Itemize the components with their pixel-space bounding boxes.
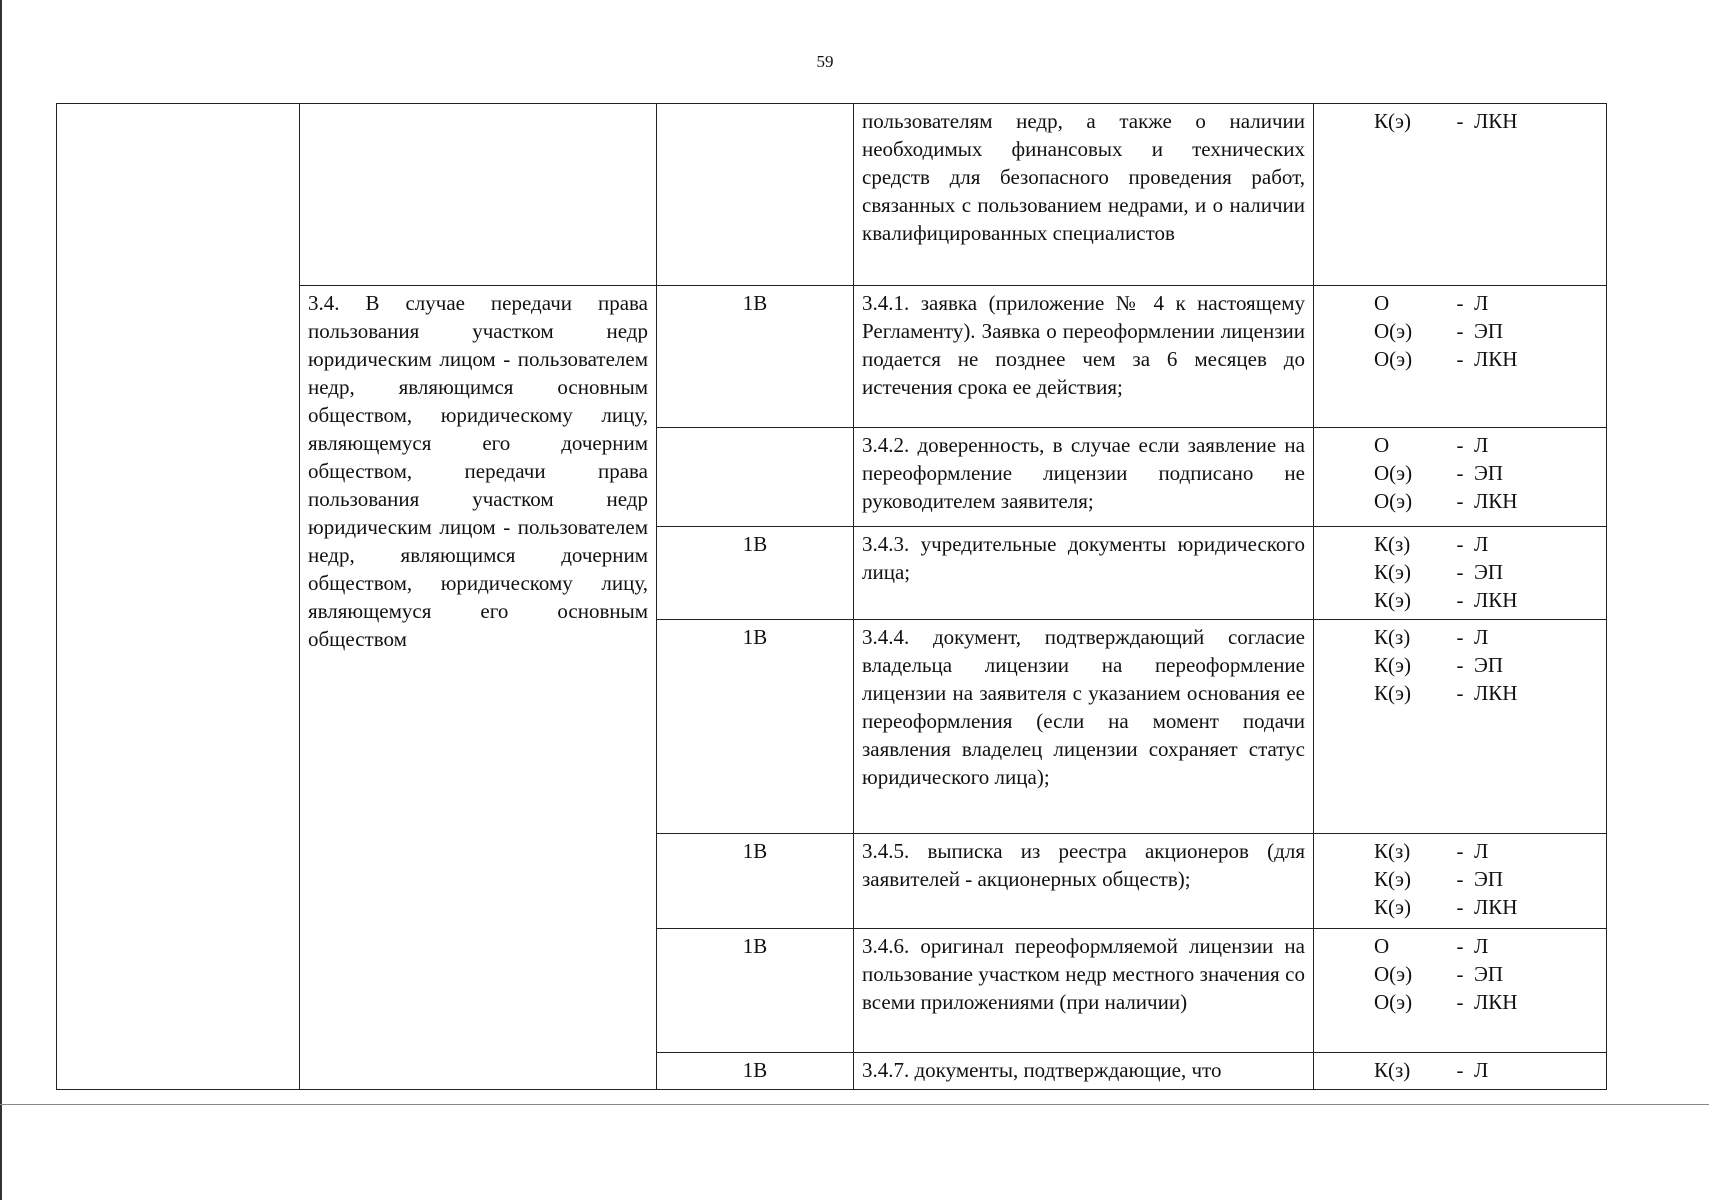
requirement-line	[1322, 960, 1598, 988]
requirement-dash: -	[1456, 560, 1464, 585]
code-cell: 1В	[657, 285, 854, 427]
requirement-form: О	[1374, 933, 1390, 958]
requirement-line	[1322, 932, 1598, 960]
requirement-line	[1322, 317, 1598, 345]
document-cell: 3.4.5. выписка из реестра акционеров (для заявителей - акционерных обществ);	[854, 833, 1314, 928]
requirement-dash: -	[1456, 989, 1464, 1014]
requirement-dash: -	[1456, 461, 1464, 486]
requirement-method: Л	[1474, 838, 1489, 863]
requirement-method: ЭП	[1474, 461, 1504, 486]
requirement-dash: -	[1456, 290, 1464, 315]
requirement-method: ЭП	[1474, 653, 1504, 678]
requirement-dash: -	[1456, 1057, 1464, 1082]
requirement-form: О(э)	[1374, 961, 1413, 986]
requirement-line	[1322, 289, 1598, 317]
requirement-dash: -	[1456, 109, 1464, 133]
requirement-form: К(з)	[1374, 625, 1411, 650]
scan-bottom-rule	[0, 1104, 1709, 1105]
requirement-method: ЛКН	[1474, 989, 1518, 1014]
empty-cell-col1	[57, 104, 300, 1090]
code-cell: 1В	[657, 527, 854, 620]
requirement-form: О(э)	[1374, 989, 1413, 1014]
requirement-cell	[1314, 104, 1607, 286]
requirement-dash: -	[1456, 681, 1464, 706]
requirement-method: Л	[1474, 1057, 1489, 1082]
case-description-cell: 3.4. В случае передачи права пользования участком недр юридическим лицом - пользователем недр, являющимся основным обществом, юридическому лицу, являющемуся его дочерним обществом, передачи права пользования участком недр юридическим лицом - пользователем недр, являющимся дочерним обществом, юридическому лицу, являющемуся его основным обществом	[300, 285, 657, 1089]
requirement-form: К(э)	[1374, 653, 1412, 678]
document-cell: 3.4.2. доверенность, в случае если заявление на переоформление лицензии подписано не руководителем заявителя;	[854, 428, 1314, 527]
table-row	[57, 104, 1607, 286]
document-cell: 3.4.4. документ, подтверждающий согласие владельца лицензии на переоформление лицензии на заявителя с указанием основания ее переоформления (если на момент подачи заявления владелец лицензии сохраняет статус юридического лица);	[854, 620, 1314, 834]
requirement-cell	[1314, 928, 1607, 1052]
requirement-method: ЛКН	[1474, 681, 1518, 706]
requirement-line	[1322, 1056, 1598, 1084]
code-cell: 1В	[657, 620, 854, 834]
requirement-form: К(э)	[1374, 681, 1412, 706]
requirement-form: К(з)	[1374, 1057, 1411, 1082]
requirement-dash: -	[1456, 346, 1464, 371]
requirement-form: О	[1374, 433, 1390, 458]
requirement-dash: -	[1456, 318, 1464, 343]
requirement-method: ЛКН	[1474, 894, 1518, 919]
requirement-cell	[1314, 1052, 1607, 1089]
requirement-line	[1322, 679, 1598, 707]
requirement-form: К(э)	[1374, 560, 1412, 585]
requirement-dash: -	[1456, 653, 1464, 678]
document-cell: 3.4.3. учредительные документы юридического лица;	[854, 527, 1314, 620]
requirement-line	[1322, 345, 1598, 373]
requirement-form: О	[1374, 290, 1390, 315]
requirement-line	[1322, 988, 1598, 1016]
requirement-form: К(э)	[1374, 894, 1412, 919]
requirement-method: ЭП	[1474, 318, 1504, 343]
requirement-dash: -	[1456, 866, 1464, 891]
requirement-dash: -	[1456, 532, 1464, 557]
requirement-cell	[1314, 527, 1607, 620]
requirement-line	[1322, 651, 1598, 679]
document-cell: пользователям недр, а также о наличии необходимых финансовых и технических средств для безопасного проведения работ, связанных с пользованием недрами, и о наличии квалифицированных специалистов	[854, 104, 1314, 286]
requirement-dash: -	[1456, 625, 1464, 650]
code-cell: 1В	[657, 833, 854, 928]
code-cell: 1В	[657, 928, 854, 1052]
requirements-table	[56, 103, 1607, 1090]
requirement-cell	[1314, 285, 1607, 427]
requirement-form: К(э)	[1374, 109, 1412, 133]
requirement-form: О(э)	[1374, 489, 1413, 514]
requirement-method: Л	[1474, 433, 1489, 458]
requirement-line	[1322, 623, 1598, 651]
requirement-form: К(э)	[1374, 588, 1412, 613]
requirement-method: ЛКН	[1474, 109, 1518, 133]
page-number: 59	[816, 52, 834, 71]
requirement-form: К(э)	[1374, 866, 1412, 891]
requirement-form: О(э)	[1374, 318, 1413, 343]
requirement-dash: -	[1456, 894, 1464, 919]
document-cell: 3.4.7. документы, подтверждающие, что	[854, 1052, 1314, 1089]
requirement-form: О(э)	[1374, 461, 1413, 486]
empty-cell-col2	[300, 104, 657, 286]
requirement-line	[1322, 431, 1598, 459]
requirement-line	[1322, 837, 1598, 865]
requirement-form: К(з)	[1374, 532, 1411, 557]
requirement-dash: -	[1456, 933, 1464, 958]
requirement-dash: -	[1456, 961, 1464, 986]
requirement-cell	[1314, 620, 1607, 834]
requirement-line	[1322, 487, 1598, 515]
requirement-method: Л	[1474, 933, 1489, 958]
requirement-cell	[1314, 428, 1607, 527]
requirement-cell	[1314, 833, 1607, 928]
requirement-line	[1322, 459, 1598, 487]
requirement-method: ЛКН	[1474, 588, 1518, 613]
requirement-method: ЭП	[1474, 866, 1504, 891]
requirement-line	[1322, 865, 1598, 893]
requirement-dash: -	[1456, 433, 1464, 458]
requirement-method: Л	[1474, 532, 1489, 557]
requirement-line	[1322, 558, 1598, 586]
code-cell	[657, 428, 854, 527]
requirement-form: К(з)	[1374, 838, 1411, 863]
requirement-line	[1322, 530, 1598, 558]
requirement-method: ЭП	[1474, 560, 1504, 585]
empty-cell-code	[657, 104, 854, 286]
requirement-method: ЭП	[1474, 961, 1504, 986]
requirement-form: О(э)	[1374, 346, 1413, 371]
requirement-method: Л	[1474, 290, 1489, 315]
requirement-line	[1322, 107, 1598, 135]
document-cell: 3.4.6. оригинал переоформляемой лицензии на пользование участком недр местного значения со всеми приложениями (при наличии)	[854, 928, 1314, 1052]
requirement-dash: -	[1456, 588, 1464, 613]
scan-left-edge	[0, 0, 2, 1200]
code-cell: 1В	[657, 1052, 854, 1089]
requirement-method: Л	[1474, 625, 1489, 650]
document-cell: 3.4.1. заявка (приложение № 4 к настоящему Регламенту). Заявка о переоформлении лицензии подается не позднее чем за 6 месяцев до истечения срока ее действия;	[854, 285, 1314, 427]
requirement-method: ЛКН	[1474, 489, 1518, 514]
requirement-line	[1322, 893, 1598, 921]
requirement-line	[1322, 586, 1598, 614]
requirement-dash: -	[1456, 489, 1464, 514]
requirement-method: ЛКН	[1474, 346, 1518, 371]
requirement-dash: -	[1456, 838, 1464, 863]
